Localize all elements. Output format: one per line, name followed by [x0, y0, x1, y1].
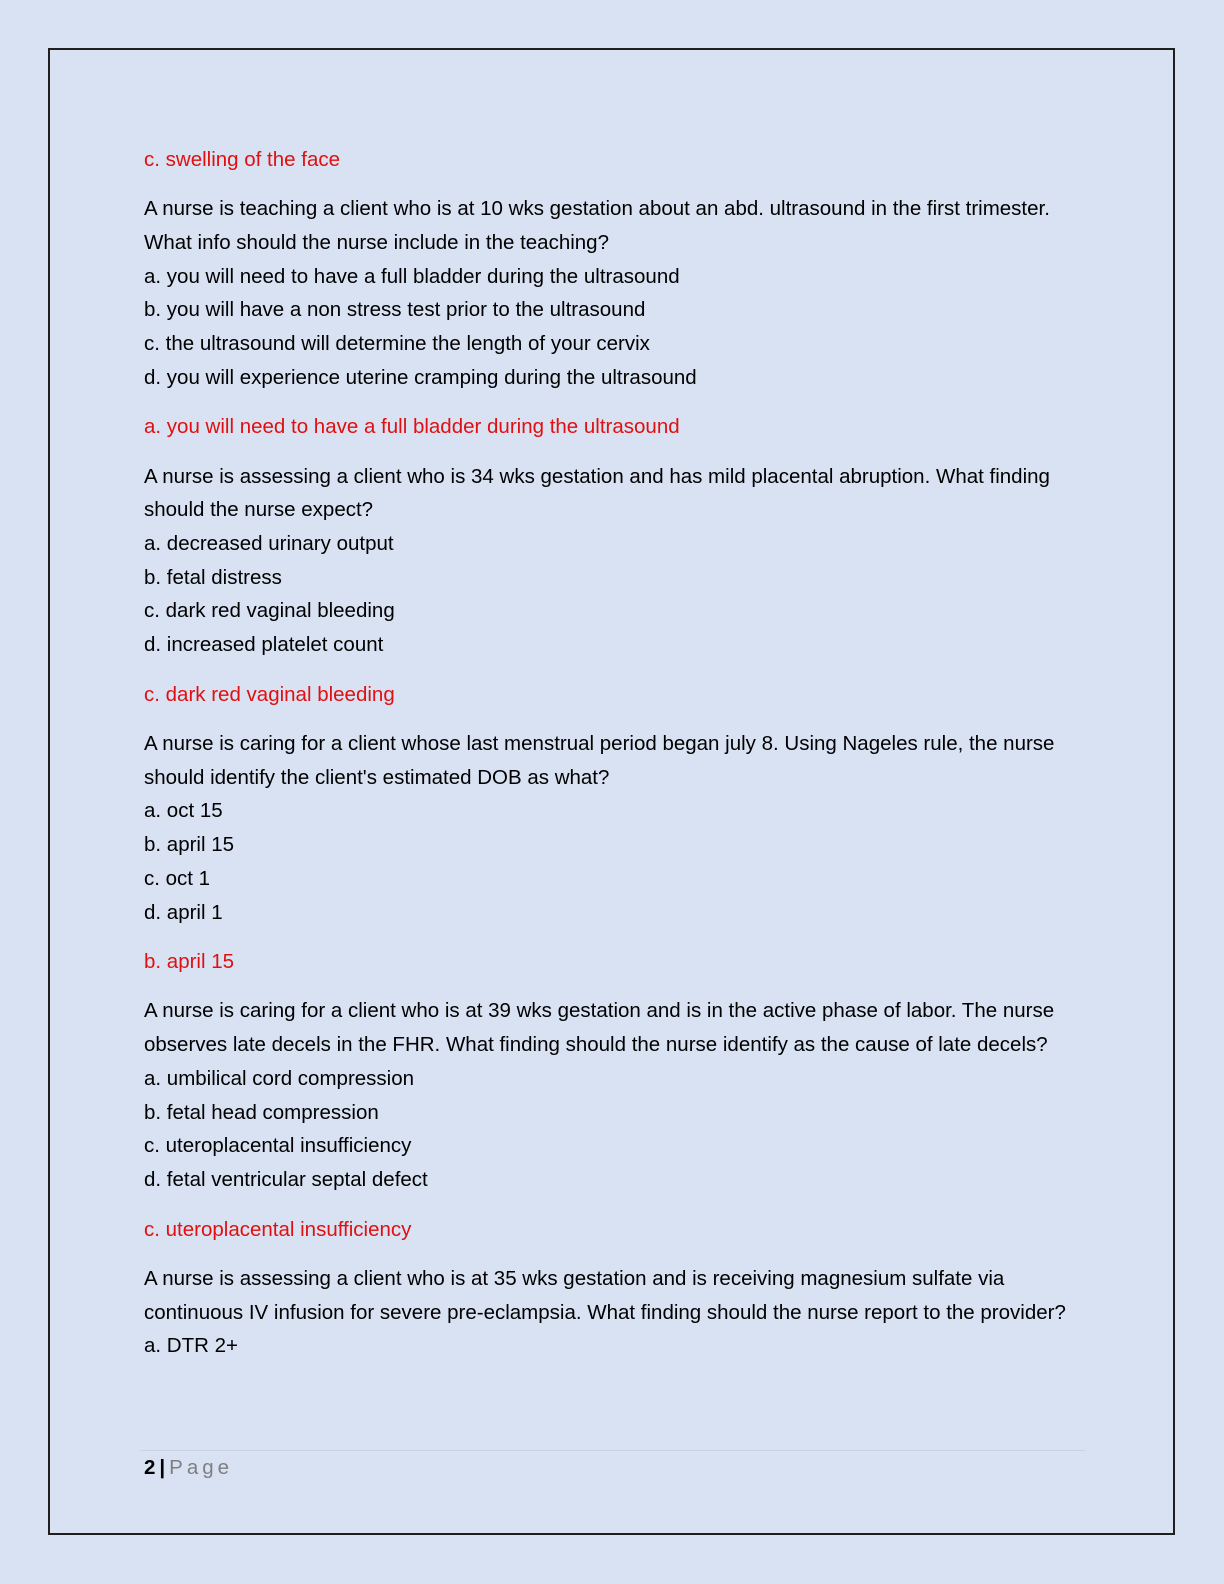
answer-option: b. fetal distress — [144, 565, 282, 589]
page-footer — [144, 1454, 233, 1482]
question-block — [144, 192, 1084, 394]
question-stem: A nurse is caring for a client whose last menstrual period began july 8. Using Nageles rule, the nurse should identify the client's estimated DOB as what? — [144, 732, 1055, 789]
question-stem: A nurse is teaching a client who is at 10 wks gestation about an abd. ultrasound in the first trimester. What info should the nurse include in the teaching? — [144, 197, 1050, 254]
answer-option: a. umbilical cord compression — [144, 1066, 415, 1090]
question-block — [144, 1262, 1084, 1363]
answer-option: b. fetal head compression — [144, 1100, 379, 1124]
answer-option: a. DTR 2+ — [144, 1334, 238, 1358]
answer-option: a. oct 15 — [144, 799, 223, 823]
answer-option: d. april 1 — [144, 900, 223, 924]
question-stem: A nurse is assessing a client who is at 35 wks gestation and is receiving magnesium sulfate via continuous IV infusion for severe pre-eclampsia. What finding should the nurse report to the provider? — [144, 1266, 1066, 1324]
document-body — [144, 143, 1084, 1379]
answer-option: d. fetal ventricular septal defect — [144, 1167, 428, 1191]
answer-option: b. you will have a non stress test prior to the ultrasound — [144, 298, 646, 322]
answer-option: a. you will need to have a full bladder during the ultrasound — [144, 264, 680, 288]
page-label: Page — [169, 1456, 234, 1479]
question-block — [144, 994, 1084, 1196]
answer-option: c. dark red vaginal bleeding — [144, 599, 395, 623]
answer-text: b. april 15 — [144, 950, 235, 974]
answer-option: c. the ultrasound will determine the length of your cervix — [144, 332, 650, 356]
answer-text: c. swelling of the face — [144, 148, 340, 171]
footer-divider — [140, 1450, 1085, 1451]
footer-separator: | — [159, 1456, 166, 1479]
question-block — [144, 727, 1084, 929]
question-stem: A nurse is caring for a client who is at 39 wks gestation and is in the active phase of labor. The nurse observes late decels in the FHR. What finding should the nurse identify as the cause of late decels? — [144, 999, 1055, 1057]
answer-option: b. april 15 — [144, 833, 235, 857]
answer-option: d. increased platelet count — [144, 633, 384, 657]
page-number: 2 — [144, 1456, 156, 1479]
answer-option: d. you will experience uterine cramping during the ultrasound — [144, 365, 697, 389]
answer-text: c. dark red vaginal bleeding — [144, 682, 395, 706]
question-stem: A nurse is assessing a client who is 34 wks gestation and has mild placental abruption. What finding should the nurse expect? — [144, 464, 1050, 522]
question-block — [144, 460, 1084, 662]
answer-option: c. oct 1 — [144, 866, 211, 890]
answer-option: c. uteroplacental insufficiency — [144, 1134, 412, 1158]
answer-text: a. you will need to have a full bladder during the ultrasound — [144, 415, 680, 439]
answer-option: a. decreased urinary output — [144, 532, 394, 556]
answer-text: c. uteroplacental insufficiency — [144, 1217, 412, 1241]
